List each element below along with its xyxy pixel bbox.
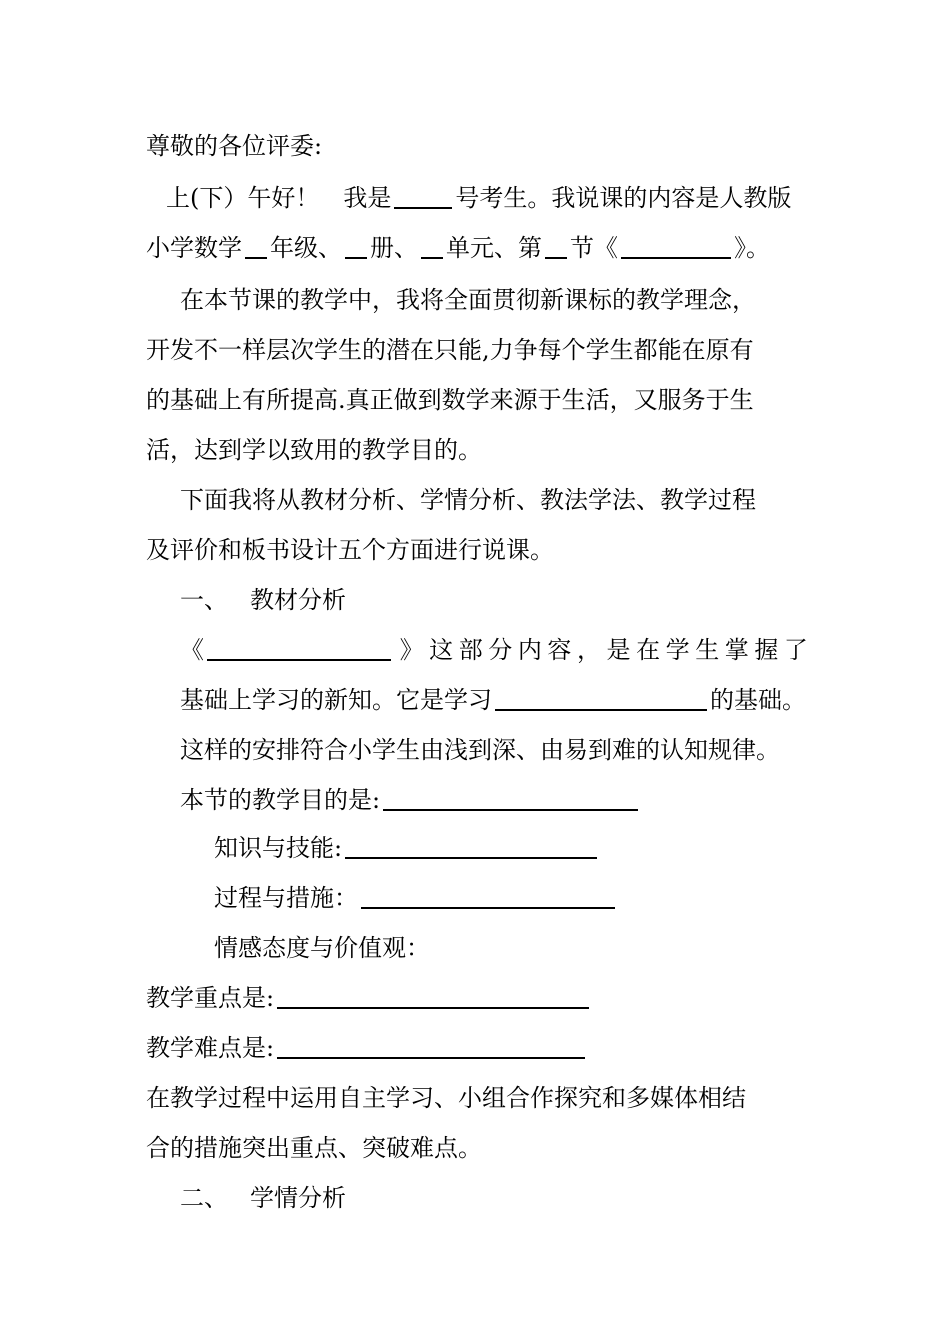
para1-line-4: 活，达到学以致用的教学目的。 [146, 436, 482, 464]
methods-line-1: 在教学过程中运用自主学习、小组合作探究和多媒体相结 [146, 1084, 746, 1112]
candidate-number-blank [394, 183, 452, 209]
para2-line-1: 下面我将从教材分析、学情分析、教法学法、教学过程 [180, 486, 756, 514]
section-heading-2: 二、 学情分析 [180, 1184, 346, 1212]
para1-line-2: 开发不一样层次学生的潜在只能,力争每个学生都能在原有 [146, 336, 754, 364]
teaching-goal: 本节的教学目的是: [180, 783, 641, 817]
intro-line-2: 小学数学 年级、 册、 单元、第 节《 》。 [146, 234, 770, 262]
intro-line-1: 上(下）午好！ 我是 号考生。我说课的内容是人教版 [166, 184, 792, 212]
analysis-line-2: 基础上学习的新知。它是学习 的基础。 [180, 686, 806, 714]
analysis-line-3: 这样的安排符合小学生由浅到深、由易到难的认知规律。 [180, 736, 780, 764]
section-blank [545, 233, 567, 259]
difficult-point-blank [277, 1033, 585, 1059]
goal-emotion: 情感态度与价值观： [214, 934, 430, 962]
process-blank [361, 883, 615, 909]
teaching-goal-blank [383, 785, 638, 811]
greeting: 尊敬的各位评委: [146, 132, 323, 160]
unit-blank [421, 233, 443, 259]
knowledge-blank [345, 833, 597, 859]
grade-blank [245, 233, 267, 259]
goal-knowledge: 知识与技能: [214, 831, 600, 865]
para1-line-3: 的基础上有所提高.真正做到数学来源于生活，又服务于生 [146, 386, 754, 414]
section-heading-1: 一、 教材分析 [180, 586, 346, 614]
volume-blank [345, 233, 367, 259]
analysis-line-1: 《 》 这 部 分 内 容 ， 是 在 学 生 掌 握 了 [180, 636, 808, 664]
goal-process: 过程与措施： [214, 881, 618, 915]
key-point: 教学重点是: [146, 981, 592, 1015]
next-topic-blank [495, 685, 707, 711]
methods-line-2: 合的措施突出重点、突破难点。 [146, 1134, 482, 1162]
para2-line-2: 及评价和板书设计五个方面进行说课。 [146, 536, 554, 564]
difficult-point: 教学难点是: [146, 1031, 588, 1065]
greeting-hello: 上(下）午好！ [166, 184, 320, 212]
content-title-blank [207, 635, 391, 661]
key-point-blank [277, 983, 589, 1009]
lesson-title-blank [621, 233, 731, 259]
para1-line-1: 在本节课的教学中，我将全面贯彻新课标的教学理念， [180, 286, 756, 314]
